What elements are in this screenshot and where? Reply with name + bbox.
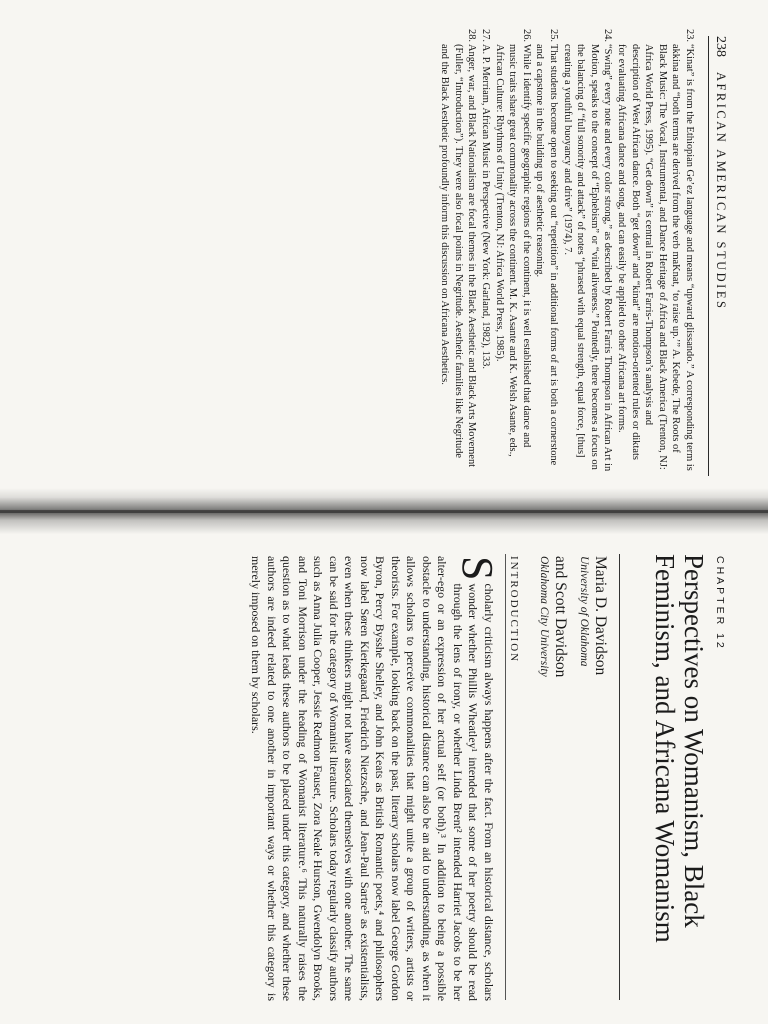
endnote-number: 24. — [602, 29, 614, 42]
introduction-paragraph — [248, 556, 502, 1001]
running-head-title: AFRICAN AMERICAN STUDIES — [714, 71, 728, 311]
endnote — [492, 22, 533, 472]
chapter-title: Perspectives on Womanism, Black Feminism, and Africana Womanism — [650, 554, 709, 943]
author-name: and Scott Davidson — [552, 556, 569, 678]
author-affiliation: Oklahoma City University — [538, 556, 550, 677]
endnote-number: 28. — [466, 29, 478, 42]
author-block — [530, 556, 610, 976]
endnote-number: 23. — [684, 29, 695, 42]
endnote-number: 25. — [548, 29, 560, 42]
endnote-text: “Swing” every note and every color strong,” as described by Robert Farris Thompson in African Art in Motion, speaks to the concept of “Ephebism” or “vital aliveness.” Pointedly, there becomes a focus on the balancing of “full sonority and attack” of notes “phrased with equal strength, equal force, [thus] creating a youthful buoyancy and drive” (1974), 7. — [561, 44, 614, 472]
endnote-number: 27. — [480, 29, 492, 42]
drop-cap: S — [453, 556, 502, 581]
title-rule — [619, 554, 620, 1000]
section-rule — [505, 554, 506, 1000]
running-head — [708, 36, 728, 476]
endnote-text: Anger, war, and Black Nationalism are focal themes in the Black Aesthetic and Black Arts Movement (Fuller, “Introduction”). They were also focal points in Negritude. Aesthetic families like Negritude and the Black Aesthetic profoundly inform this discussion on Africana Aesthetics. — [439, 44, 478, 468]
chapter-label: CHAPTER 12 — [714, 556, 726, 651]
author-name: Maria D. Davidson — [592, 556, 609, 676]
endnote — [533, 22, 560, 472]
endnote — [614, 22, 696, 472]
right-page — [0, 534, 768, 1024]
endnote — [479, 22, 493, 472]
book-gutter-edge — [0, 510, 768, 513]
endnote — [560, 22, 614, 472]
section-heading: INTRODUCTION — [508, 556, 520, 664]
endnote-text: While I identify specific geographic regions of the continent, it is well established that dance and music traits share great commonality across the continent. M. K. Asante and K. Welsh Asante, eds., African Culture: Rhythms of Unity (Trenton, NJ: Africa World Press, 1985). — [493, 44, 532, 457]
left-page — [0, 0, 768, 498]
endnote-text: That students become open to seeking out “repetition” in additional forms of art is both a cornerstone and a capstone in the building up of aesthetic reasoning. — [534, 44, 560, 466]
endnote-number: 26. — [520, 29, 532, 42]
page-number: 238 — [713, 36, 728, 57]
endnote-text: “Kinat” is from the Ethiopian Ge’ez language and means “upward glissando.” A corresponding term is akkina and “both terms are derived from the verb maKnat, ‘to raise up.’” A. Kebede, The Roots of Black Music: The Vocal, Instrumental, and Dance Heritage of Africa and Black America (Trenton, NJ: Africa World Press, 1995). “Get down” is central in Robert Farris-Thompson’s analysis and description of West African dance. Both “get down” and “kinat” are motion-oriented rules or diktats for evaluating Africana dance and song, and can easily be applied to other Africana art forms. — [616, 44, 695, 471]
author-affiliation: University of Oklahoma — [578, 556, 590, 667]
endnotes-list — [438, 22, 696, 472]
endnote-text: A. P. Merriam, African Music in Perspective (New York: Garland, 1982), 133. — [480, 44, 492, 369]
introduction-text: cholarly criticism always happens after the fact. From an historical distance, scholars wonder whether Phillis Wheatley¹ intended that some of her poetry should be read through the lens of irony, or whether Linda Brent² intended Harriet Jacobs to be her alter-ego or an expression of her actual self (or both).³ In addition to being a possible obstacle to understanding, historical distance can also be an aid to understanding, as when it allows scholars to perceive commonalities that might unite a group of writers, artists or theorists. For example, looking back on the past, literary scholars now label George Gordon Byron, Percy Bysshe Shelley, and John Keats as British Romantic poets,⁴ and philosophers now label Søren Kierkegaard, Friedrich Nietzsche, and Jean-Paul Sartre⁵ as existentialists, even when these thinkers might not have associated themselves with one another. The same can be said for the category of Womanist literature. Scholars today regularly classify authors such as Anna Julia Cooper, Jessie Redmon Fauset, Zora Neale Hurston, Gwendolyn Brooks, and Toni Morrison under the heading of Womanist literature.⁶ This naturally raises the question as to what leads these authors to be placed under this category, and whether these authors are indeed related to one another in important ways or whether this category is merely imposed on them by scholars. — [249, 556, 496, 1001]
endnote — [438, 22, 479, 472]
